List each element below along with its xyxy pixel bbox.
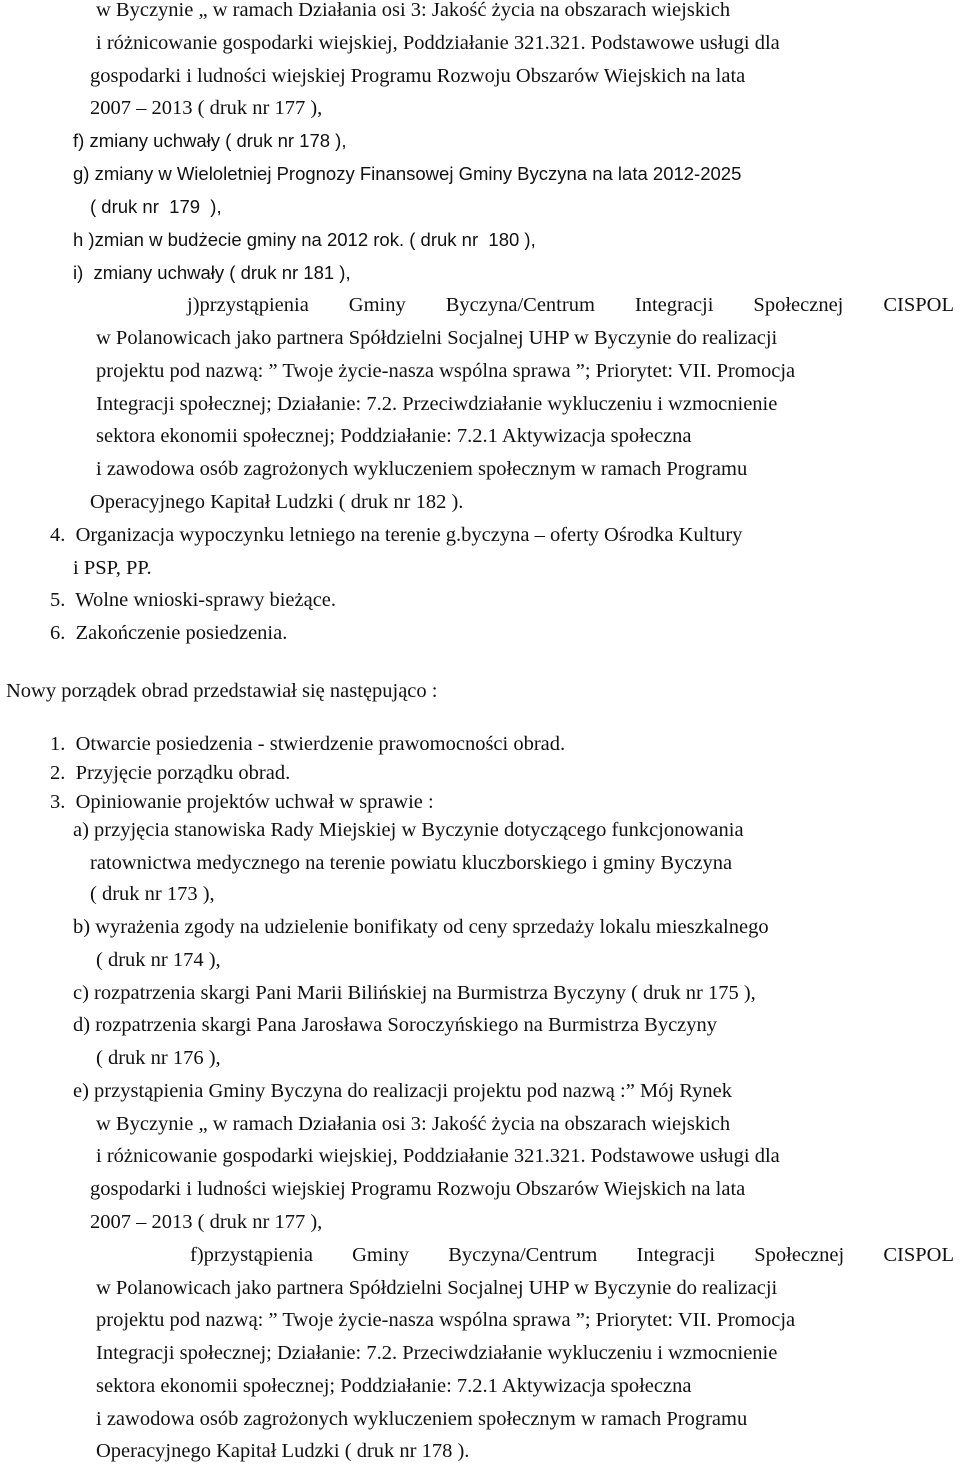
new-order-item-f-continuation-1: w Polanowicach jako partnera Spółdzielni Socjalnej UHP w Byczynie do realizacji bbox=[96, 1277, 778, 1299]
item-j-continuation-line-2: projektu pod nazwą: ” Twoje życie-nasza wspólna sprawa ”; Priorytet: VII. Promocja bbox=[96, 360, 796, 382]
new-order-item-f-continuation-4: sektora ekonomii społecznej; Poddziałanie: 7.2.1 Aktywizacja społeczna bbox=[96, 1375, 692, 1397]
item-h-line: h )zmian w budżecie gminy na 2012 rok. ( druk nr 180 ), bbox=[73, 229, 536, 250]
item-e-continuation-line-2: i różnicowanie gospodarki wiejskiej, Poddziałanie 321.321. Podstawowe usługi dla bbox=[96, 32, 780, 54]
item-g-continuation-line: ( druk nr 179 ), bbox=[90, 196, 222, 217]
item-j-continuation-line-3: Integracji społecznej; Działanie: 7.2. Przeciwdziałanie wykluczeniu i wzmocnienie bbox=[96, 393, 778, 415]
new-order-item-3: 3. Opiniowanie projektów uchwał w sprawie : bbox=[50, 791, 434, 813]
item-i-line: i) zmiany uchwały ( druk nr 181 ), bbox=[73, 262, 351, 283]
item-j-first-line: j)przystąpienia Gminy Byczyna/Centrum Integracji Społecznej CISPOL bbox=[187, 294, 954, 316]
item-g-line: g) zmiany w Wieloletniej Prognozy Finansowej Gminy Byczyna na lata 2012-2025 bbox=[73, 163, 742, 184]
new-order-item-a-continuation-2: ( druk nr 173 ), bbox=[90, 883, 215, 905]
item-j-continuation-line-4: sektora ekonomii społecznej; Poddziałanie: 7.2.1 Aktywizacja społeczna bbox=[96, 425, 692, 447]
item-e-continuation-line-4: 2007 – 2013 ( druk nr 177 ), bbox=[90, 97, 323, 119]
new-order-item-e-continuation-3: gospodarki i ludności wiejskiej Programu Rozwoju Obszarów Wiejskich na lata bbox=[90, 1178, 746, 1200]
new-order-item-f-continuation-2: projektu pod nazwą: ” Twoje życie-nasza wspólna sprawa ”; Priorytet: VII. Promocja bbox=[96, 1309, 796, 1331]
new-order-item-f-continuation-6: Operacyjnego Kapitał Ludzki ( druk nr 178 ). bbox=[96, 1440, 470, 1462]
item-e-continuation-line-3: gospodarki i ludności wiejskiej Programu Rozwoju Obszarów Wiejskich na lata bbox=[90, 65, 746, 87]
new-order-item-a-continuation-1: ratownictwa medycznego na terenie powiatu kluczborskiego i gminy Byczyna bbox=[90, 852, 733, 874]
agenda-item-4-continuation: i PSP, PP. bbox=[73, 557, 152, 579]
new-order-item-f-continuation-5: i zawodowa osób zagrożonych wykluczeniem społecznym w ramach Programu bbox=[96, 1408, 748, 1430]
item-j-continuation-line-6: Operacyjnego Kapitał Ludzki ( druk nr 182 ). bbox=[90, 491, 464, 513]
new-order-item-f-first-line: f)przystąpienia Gminy Byczyna/Centrum Integracji Społecznej CISPOL bbox=[190, 1244, 954, 1266]
agenda-item-4: 4. Organizacja wypoczynku letniego na terenie g.byczyna – oferty Ośrodka Kultury bbox=[50, 524, 743, 546]
new-order-item-d: d) rozpatrzenia skargi Pana Jarosława Soroczyńskiego na Burmistrza Byczyny bbox=[73, 1014, 718, 1036]
new-order-item-f-continuation-3: Integracji społecznej; Działanie: 7.2. Przeciwdziałanie wykluczeniu i wzmocnienie bbox=[96, 1342, 778, 1364]
new-order-item-e: e) przystąpienia Gminy Byczyna do realizacji projektu pod nazwą :” Mój Rynek bbox=[73, 1080, 732, 1102]
new-order-item-1: 1. Otwarcie posiedzenia - stwierdzenie prawomocności obrad. bbox=[50, 733, 566, 755]
new-order-heading: Nowy porządek obrad przedstawiał się następująco : bbox=[6, 680, 438, 702]
new-order-item-d-continuation: ( druk nr 176 ), bbox=[96, 1047, 221, 1069]
agenda-item-6: 6. Zakończenie posiedzenia. bbox=[50, 622, 288, 644]
new-order-item-2: 2. Przyjęcie porządku obrad. bbox=[50, 762, 291, 784]
item-j-continuation-line-5: i zawodowa osób zagrożonych wykluczeniem społecznym w ramach Programu bbox=[96, 458, 748, 480]
item-f-line: f) zmiany uchwały ( druk nr 178 ), bbox=[73, 130, 347, 151]
new-order-item-e-continuation-2: i różnicowanie gospodarki wiejskiej, Poddziałanie 321.321. Podstawowe usługi dla bbox=[96, 1145, 780, 1167]
new-order-item-c: c) rozpatrzenia skargi Pani Marii Bilińskiej na Burmistrza Byczyny ( druk nr 175 ), bbox=[73, 982, 756, 1004]
new-order-item-b: b) wyrażenia zgody na udzielenie bonifikaty od ceny sprzedaży lokalu mieszkalnego bbox=[73, 916, 769, 938]
item-j-continuation-line-1: w Polanowicach jako partnera Spółdzielni Socjalnej UHP w Byczynie do realizacji bbox=[96, 327, 778, 349]
new-order-item-e-continuation-4: 2007 – 2013 ( druk nr 177 ), bbox=[90, 1211, 323, 1233]
new-order-item-b-continuation: ( druk nr 174 ), bbox=[96, 949, 221, 971]
new-order-item-a: a) przyjęcia stanowiska Rady Miejskiej w Byczynie dotyczącego funkcjonowania bbox=[73, 819, 744, 841]
agenda-item-5: 5. Wolne wnioski-sprawy bieżące. bbox=[50, 589, 337, 611]
item-e-continuation-line-1: w Byczynie „ w ramach Działania osi 3: Jakość życia na obszarach wiejskich bbox=[96, 0, 731, 21]
new-order-item-e-continuation-1: w Byczynie „ w ramach Działania osi 3: Jakość życia na obszarach wiejskich bbox=[96, 1113, 731, 1135]
